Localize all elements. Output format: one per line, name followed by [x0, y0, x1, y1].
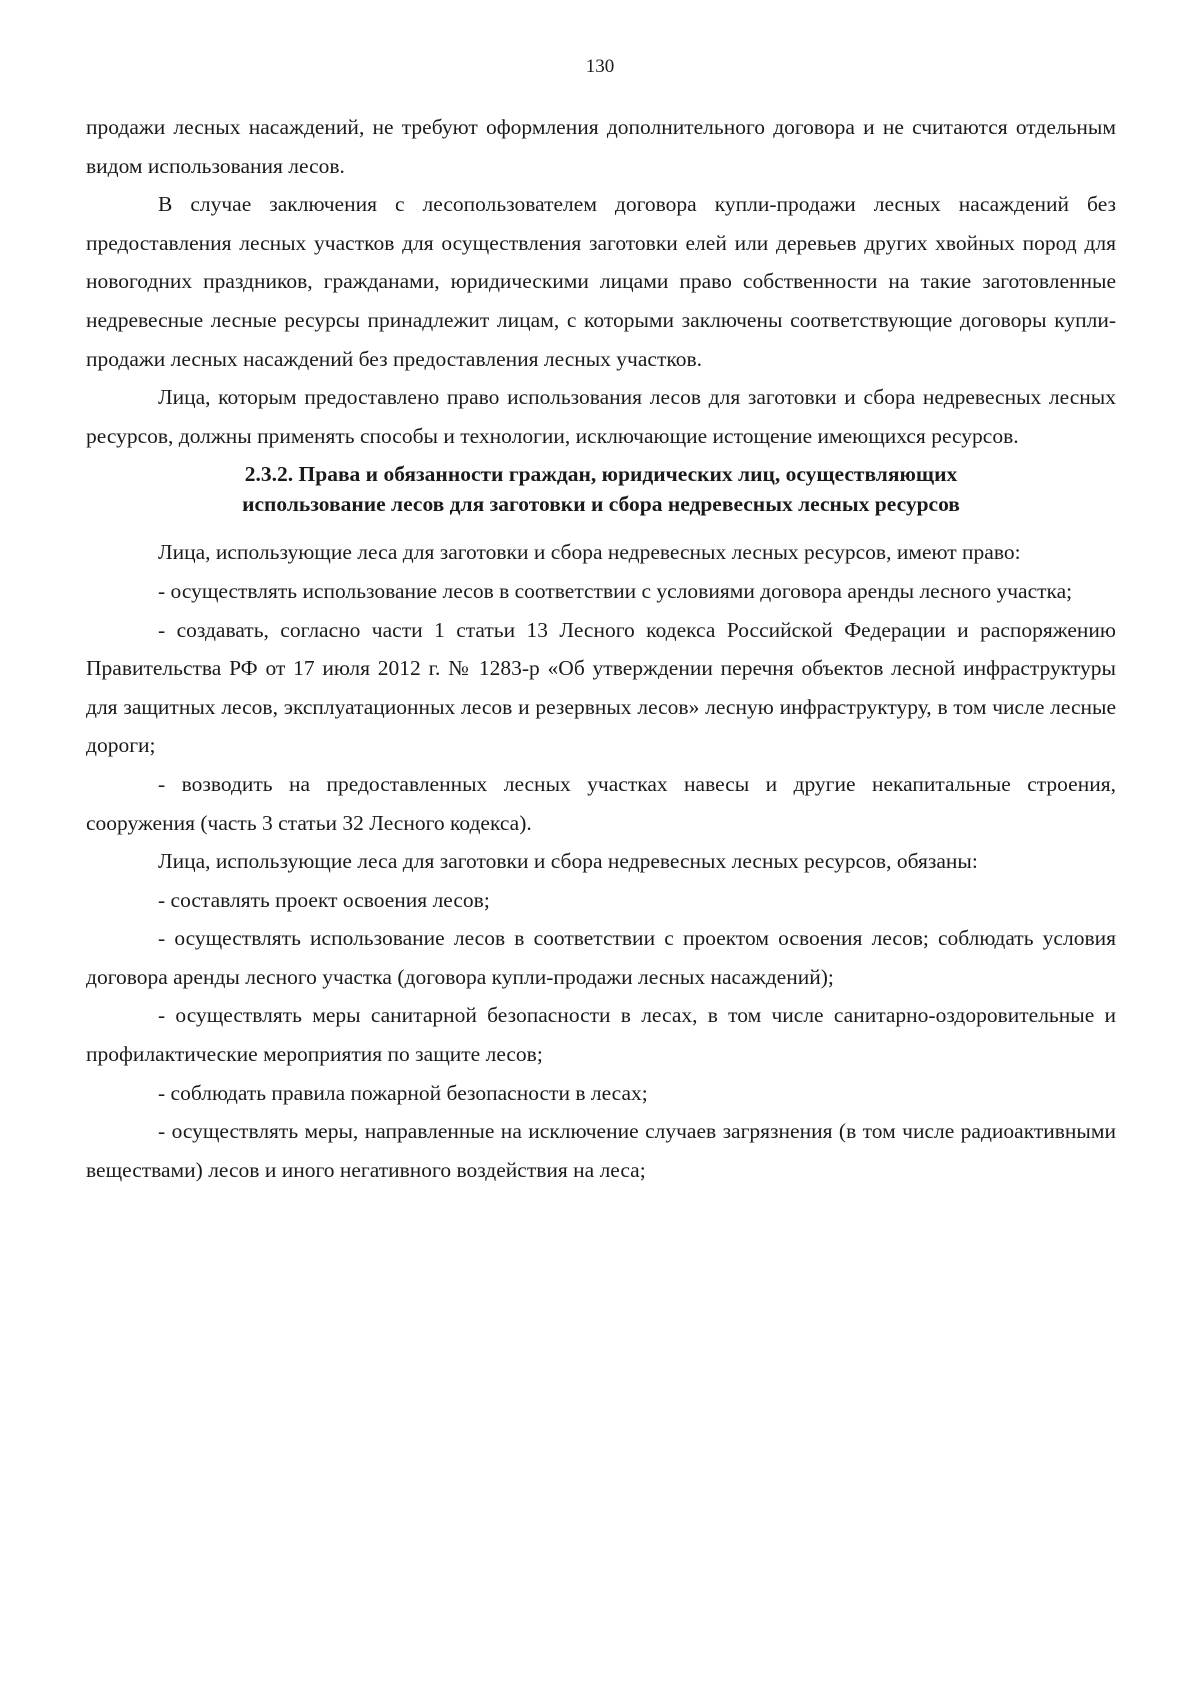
paragraph: Лица, использующие леса для заготовки и сбора недревесных лесных ресурсов, имеют право:	[158, 540, 1021, 565]
paragraph: Лица, которым предоставлено право использования лесов для заготовки и сбора недревесных лесных ресурсов, должны применять способы и технологии, исключающие истощение имеющихся ресурсов.	[86, 385, 1116, 448]
list-item-duty: - осуществлять меры, направленные на исключение случаев загрязнения (в том числе радиоактивными веществами) лесов и иного негативного воздействия на леса;	[86, 1119, 1116, 1182]
list-item-duty: - составлять проект освоения лесов;	[158, 887, 490, 912]
paragraph: В случае заключения с лесопользователем договора купли-продажи лесных насаждений без предоставления лесных участков для осуществления заготовки елей или деревьев других хвойных пород для новогодних праздников, гражданами, юридическими лицами право собственности на такие заготовленные недревесные лесные ресурсы принадлежит лицам, с которыми заключены соответствующие договоры купли-продажи лесных насаждений без предоставления лесных участков.	[86, 192, 1116, 371]
list-item-right: - возводить на предоставленных лесных участках навесы и другие некапитальные строения, сооружения (часть 3 статьи 32 Лесного кодекса).	[86, 771, 1116, 835]
list-item-duty: - осуществлять меры санитарной безопасности в лесах, в том числе санитарно-оздоровительные и профилактические мероприятия по защите лесов;	[86, 1003, 1116, 1067]
list-item-right: - создавать, согласно части 1 статьи 13 Лесного кодекса Российской Федерации и распоряжению Правительства РФ от 17 июля 2012 г. № 1283-р «Об утверждении перечня объектов лесной инфраструктуры для защитных лесов, эксплуатационных лесов и резервных лесов» лесную инфраструктуру, в том числе лесные дороги;	[86, 617, 1116, 758]
page-number: 130	[585, 56, 615, 77]
paragraph: Лица, использующие леса для заготовки и сбора недревесных лесных ресурсов, обязаны:	[158, 849, 978, 874]
list-item-duty: - соблюдать правила пожарной безопасности в лесах;	[158, 1080, 648, 1105]
paragraph: продажи лесных насаждений, не требуют оформления дополнительного договора и не считаются отдельным видом использования лесов.	[86, 115, 1116, 178]
list-item-right: - осуществлять использование лесов в соответствии с условиями договора аренды лесного участка;	[158, 578, 1073, 603]
section-heading-line-2: использование лесов для заготовки и сбора недревесных лесных ресурсов	[242, 492, 960, 517]
section-heading-line-1: 2.3.2. Права и обязанности граждан, юридических лиц, осуществляющих	[244, 462, 958, 487]
list-item-duty: - осуществлять использование лесов в соответствии с проектом освоения лесов; соблюдать условия договора аренды лесного участка (договора купли-продажи лесных насаждений);	[86, 926, 1116, 989]
section-heading	[86, 459, 1116, 519]
page-content	[86, 108, 1116, 1189]
